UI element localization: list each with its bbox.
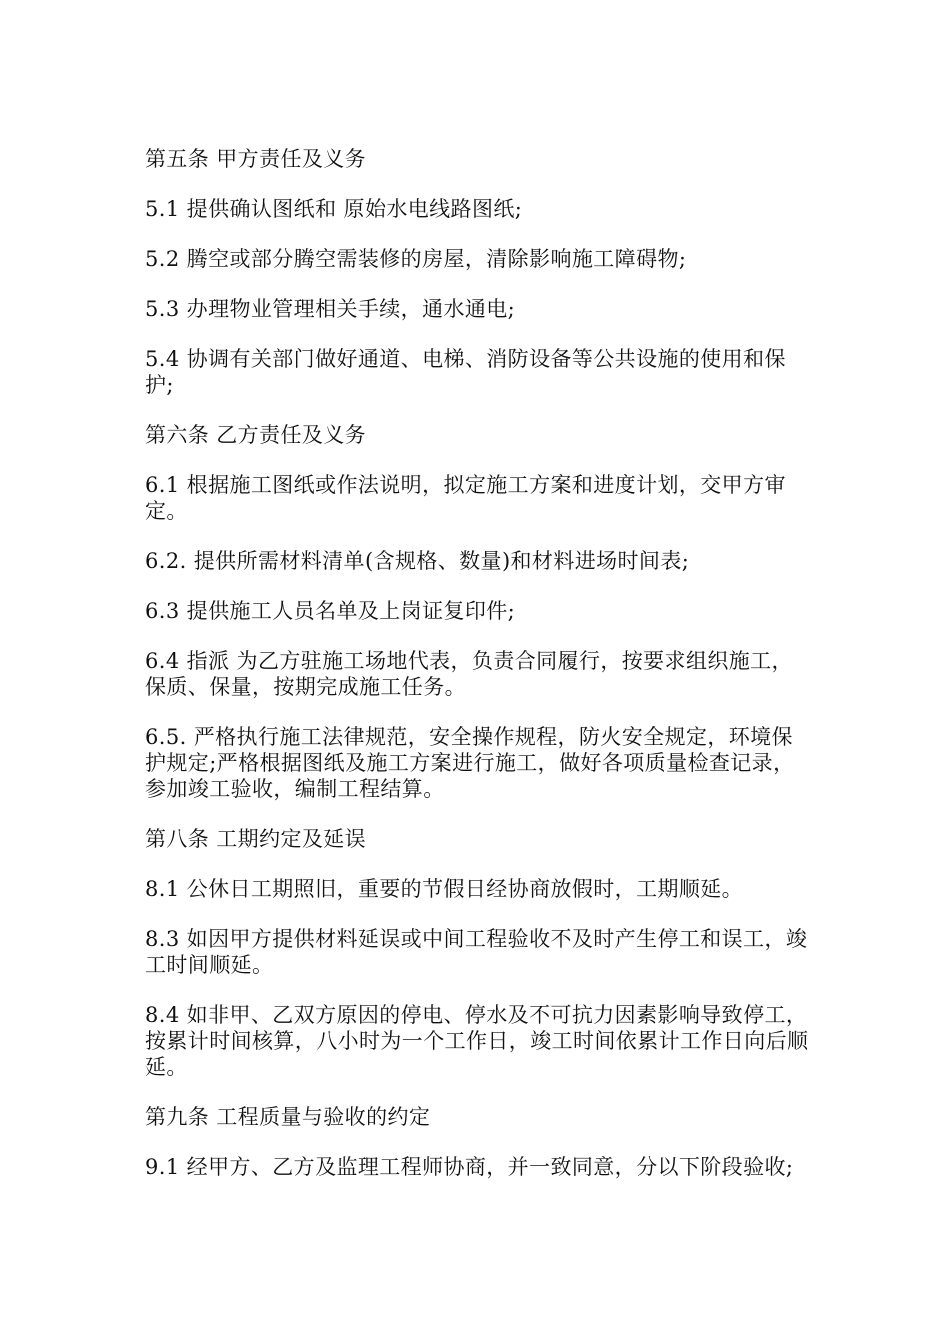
clause-6-2: 6.2. 提供所需材料清单(含规格、数量)和材料进场时间表; bbox=[145, 549, 690, 573]
clause-6-3: 6.3 提供施工人员名单及上岗证复印件; bbox=[145, 599, 516, 623]
clause-8-3: 8.3 如因甲方提供材料延误或中间工程验收不及时产生停工和误工，竣工时间顺延。 bbox=[145, 927, 808, 977]
clause-5-2: 5.2 腾空或部分腾空需装修的房屋，清除影响施工障碍物; bbox=[145, 247, 687, 271]
clause-5-1: 5.1 提供确认图纸和 原始水电线路图纸; bbox=[145, 197, 523, 221]
clause-8-1: 8.1 公休日工期照旧，重要的节假日经协商放假时，工期顺延。 bbox=[145, 877, 744, 901]
clause-9-1: 9.1 经甲方、乙方及监理工程师协商，并一致同意，分以下阶段验收; bbox=[145, 1155, 794, 1179]
document-page bbox=[145, 146, 813, 1180]
clause-5-3: 5.3 办理物业管理相关手续，通水通电; bbox=[145, 297, 516, 321]
article-9-heading: 第九条 工程质量与验收的约定 bbox=[145, 1105, 431, 1129]
clause-6-1: 6.1 根据施工图纸或作法说明，拟定施工方案和进度计划，交甲方审定。 bbox=[145, 473, 786, 523]
clause-6-5: 6.5. 严格执行施工法律规范，安全操作规程，防火安全规定，环境保护规定;严格根据图纸及施工方案进行施工，做好各项质量检查记录，参加竣工验收，编制工程结算。 bbox=[145, 725, 795, 801]
article-5-heading: 第五条 甲方责任及义务 bbox=[145, 147, 367, 171]
article-6-heading: 第六条 乙方责任及义务 bbox=[145, 423, 367, 447]
clause-8-4: 8.4 如非甲、乙双方原因的停电、停水及不可抗力因素影响导致停工，按累计时间核算，八小时为一个工作日，竣工时间依累计工作日向后顺延。 bbox=[145, 1003, 809, 1079]
clause-6-4: 6.4 指派 为乙方驻施工场地代表，负责合同履行，按要求组织施工，保质、保量，按期完成施工任务。 bbox=[145, 649, 793, 699]
clause-5-4: 5.4 协调有关部门做好通道、电梯、消防设备等公共设施的使用和保护; bbox=[145, 347, 786, 397]
article-8-heading: 第八条 工期约定及延误 bbox=[145, 827, 367, 851]
